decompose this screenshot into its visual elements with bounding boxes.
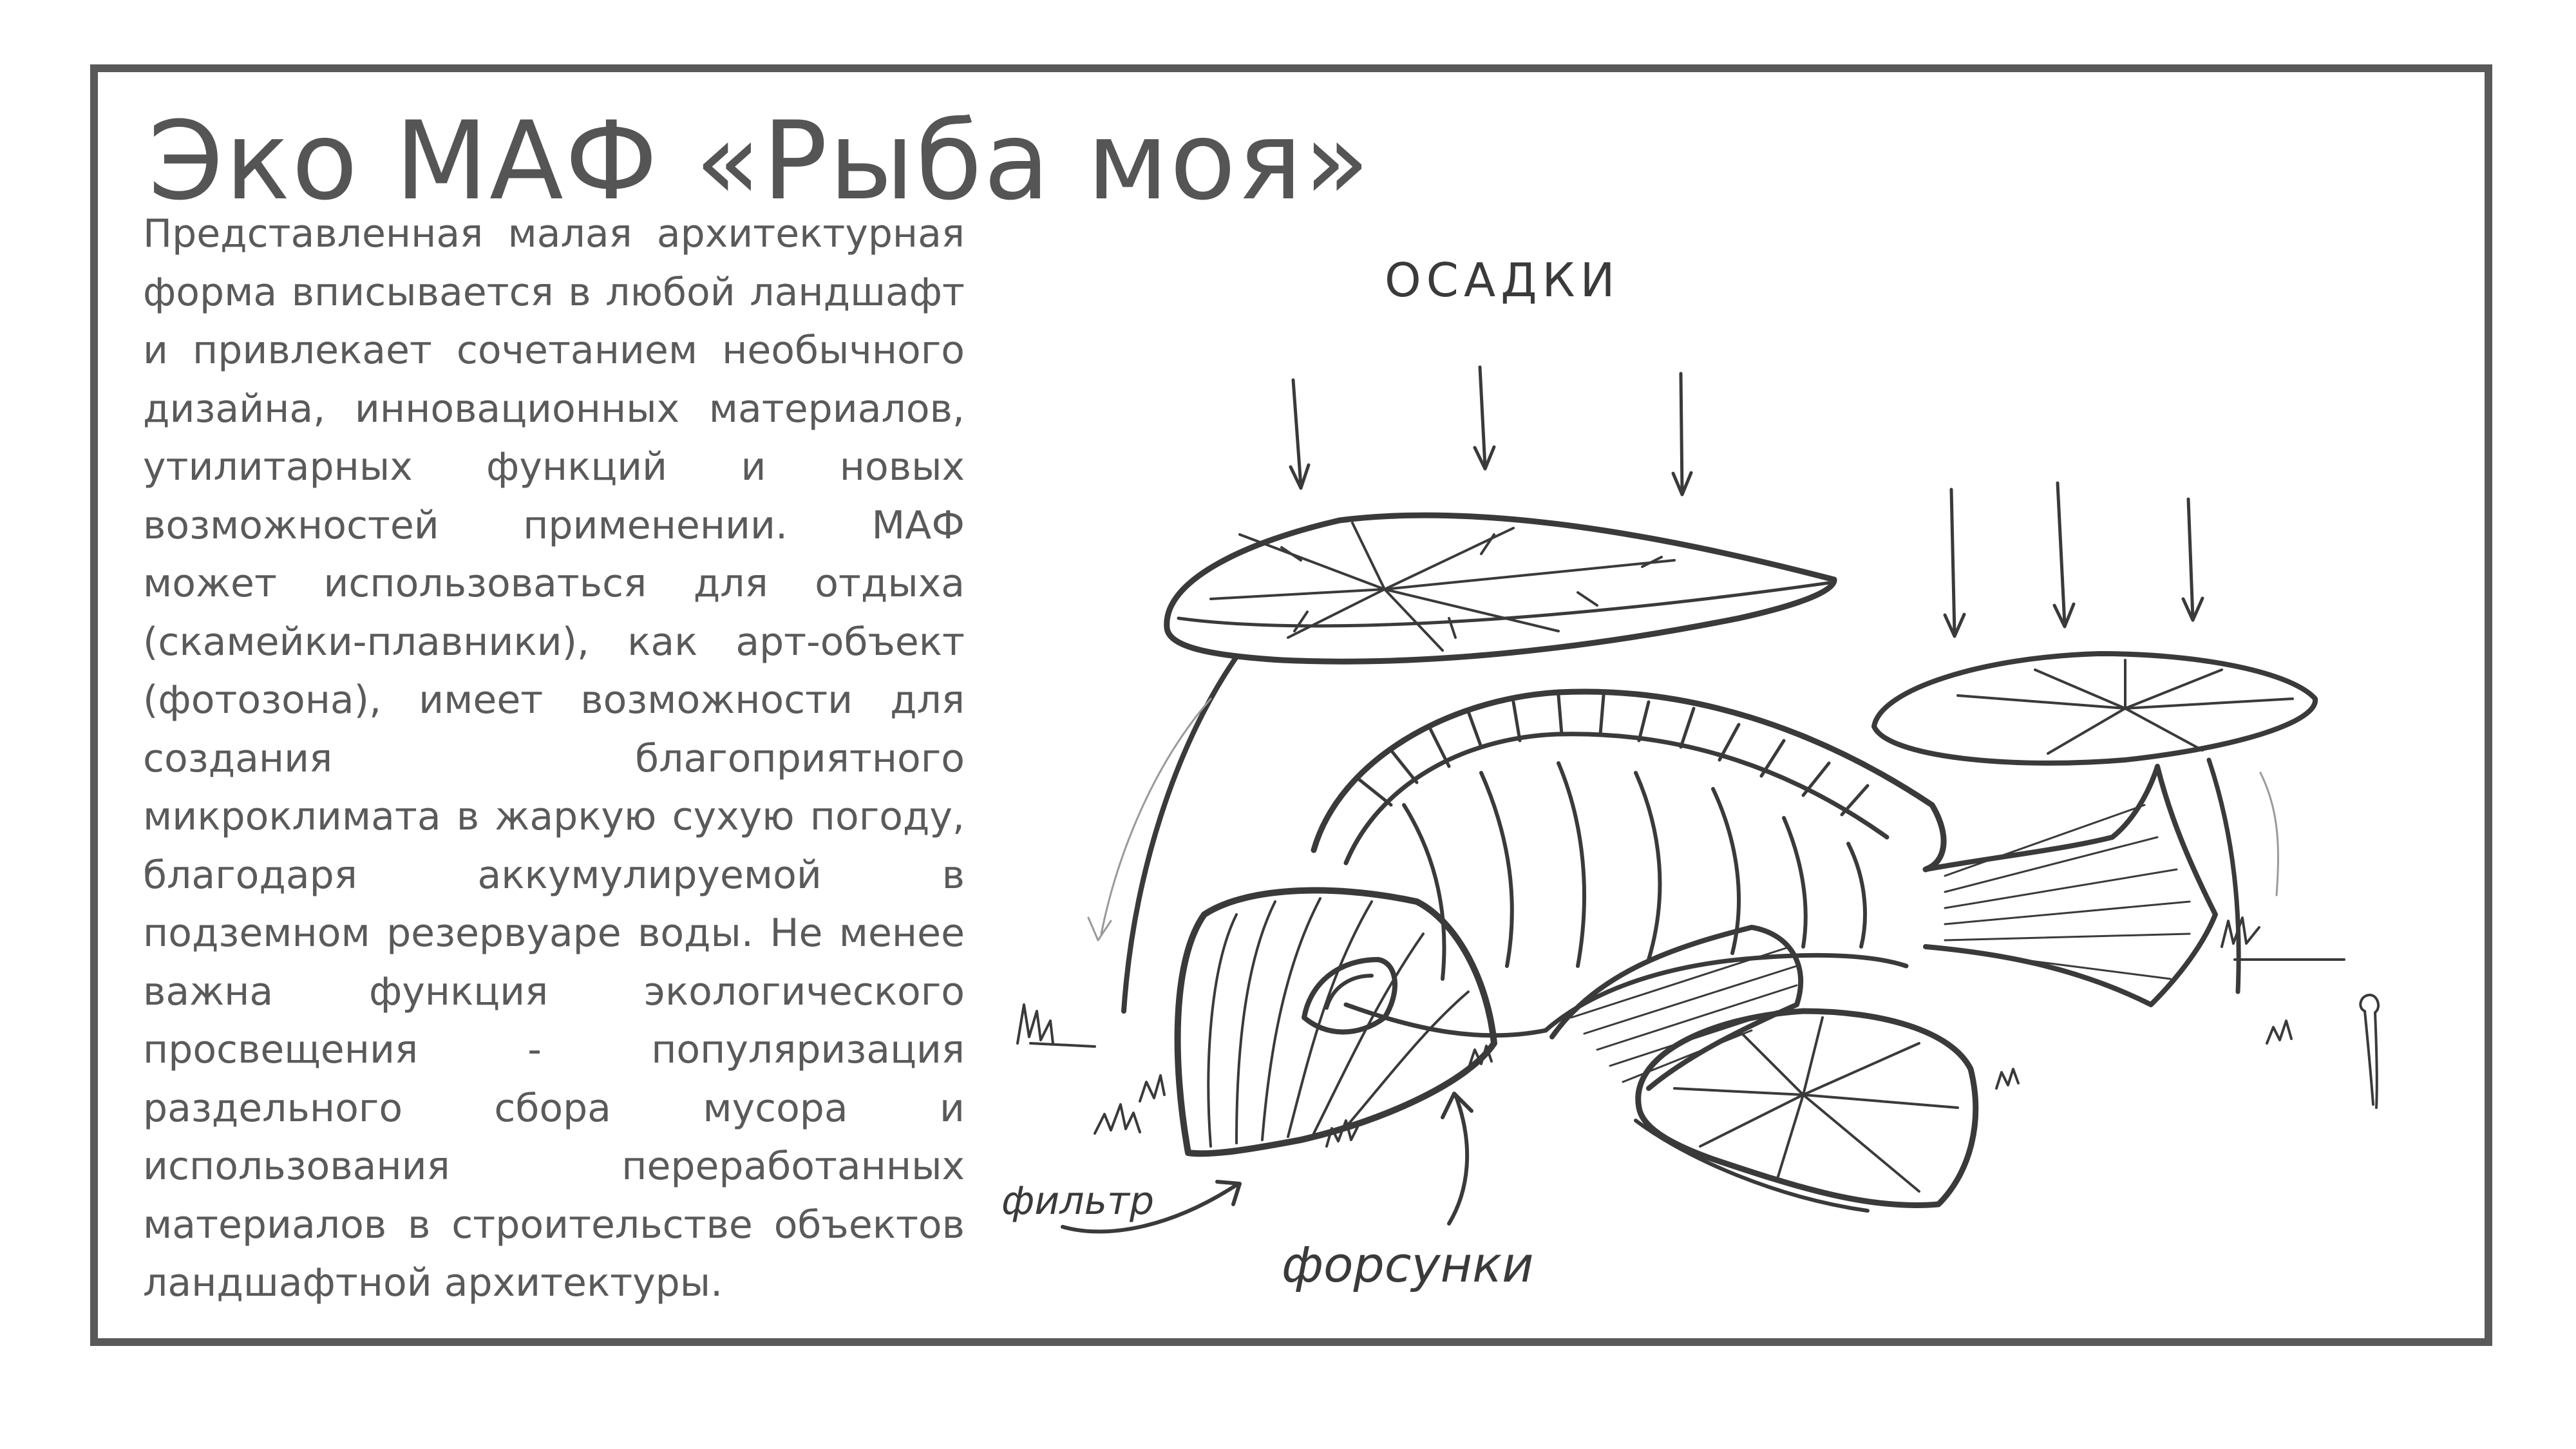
slide-title: Эко МАФ «Рыба моя» xyxy=(148,98,1371,224)
label-precipitation: ОСАДКИ xyxy=(1385,253,1620,307)
fish-head xyxy=(1178,891,1494,1154)
label-filter: фильтр xyxy=(1001,1179,1155,1224)
fin-bench xyxy=(1552,927,1801,1088)
scale-figure xyxy=(2360,995,2378,1108)
fish-tail xyxy=(1926,766,2215,1005)
label-nozzles: форсунки xyxy=(1282,1236,1534,1293)
slide-description: Представленная малая архитектурная форма вписывается в любой ландшафт и привлекает сочетанием необычного дизайна, инновационных материалов, утилитарных функций и новых возможностей применении. МАФ может использоваться для отдыха (скамейки-плавники), как арт-объект (фотозона), имеет возможности для создания благоприятного микроклимата в жаркую сухую погоду, благодаря аккумулируемой в подземном резервуаре воды. Не менее важна функция экологического просвещения - популяризация раздельного сбора мусора и использования переработанных материалов в строительстве объектов ландшафтной архитектуры. xyxy=(143,211,965,1305)
front-lily-pad xyxy=(1636,1011,1976,1211)
grass-tufts xyxy=(1018,918,2344,1146)
fish-body xyxy=(1314,692,1944,1036)
nozzle-arrow xyxy=(1443,1094,1472,1224)
rain-arrows xyxy=(1291,367,2202,636)
